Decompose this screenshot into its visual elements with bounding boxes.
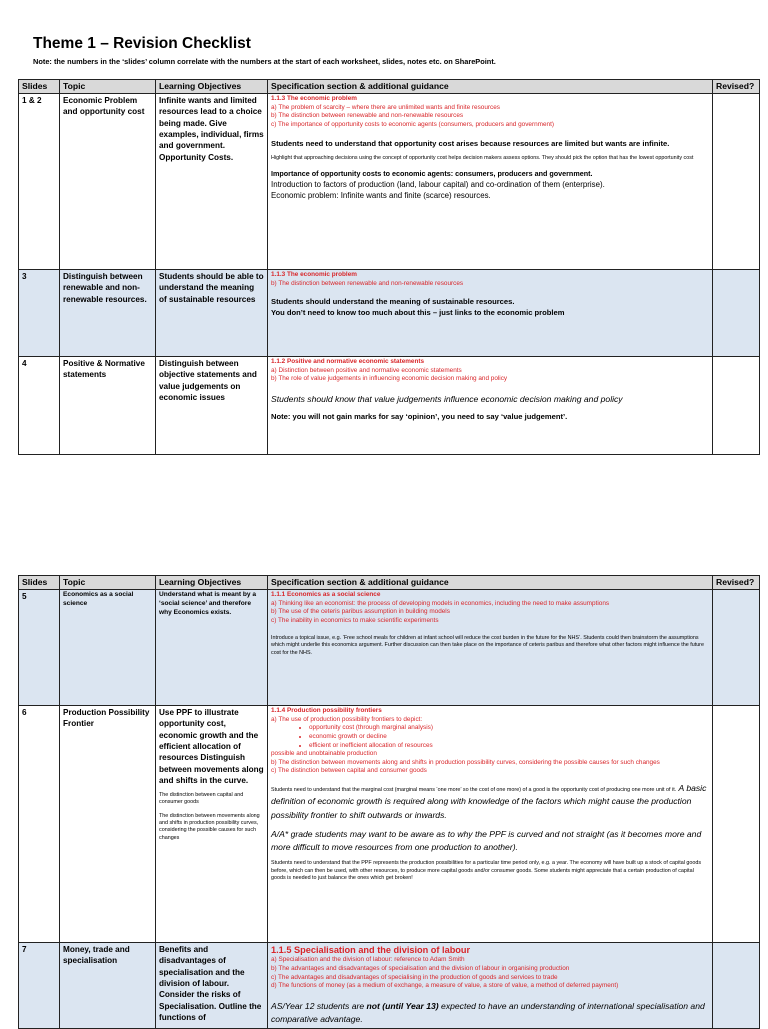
spec-point: a) The problem of scarcity – where there are unlimited wants and finite resources: [271, 103, 500, 111]
slides-cell: 5: [19, 590, 60, 706]
spec-point: a) The use of production possibility frontiers to depict:: [271, 715, 423, 723]
spec-point: b) The use of the ceteris paribus assumption in building models: [271, 608, 450, 616]
table-row: [19, 706, 760, 943]
guidance-text-part: AS/Year 12 students are: [271, 1000, 367, 1011]
table-row: [19, 357, 760, 455]
header-revised: Revised?: [713, 80, 760, 94]
objectives-cell: Distinguish between objective statements and value judgements on economic issues: [156, 357, 268, 455]
header-slides: Slides: [19, 80, 60, 94]
table-row: [19, 590, 760, 706]
objectives-cell: Understand what is meant by a ‘social science’ and therefore why Economics exists.: [156, 590, 268, 706]
spec-point: b) The distinction between renewable and non-renewable resources: [271, 112, 464, 120]
spec-point: d) The functions of money (as a medium of exchange, a measure of value, a store of value, a method of deferred payment): [271, 982, 619, 990]
table-row: [19, 94, 760, 270]
guidance-text: Note: you will not gain marks for say ‘opinion’, you need to say ‘value judgement’.: [271, 411, 568, 421]
spec-red-text: [271, 591, 709, 626]
spec-point: b) The advantages and disadvantages of specialisation and the division of labour in organising production: [271, 965, 570, 973]
spec-heading: 1.1.3 The economic problem: [271, 95, 357, 102]
revised-cell[interactable]: [713, 590, 760, 706]
revised-cell[interactable]: [713, 94, 760, 270]
spec-heading: 1.1.1 Economics as a social science: [271, 591, 381, 598]
guidance-text-part: expected to have an understanding of international specialisation and comparative advantage.: [271, 1000, 705, 1024]
guidance-small-text: Students need to understand that the PPF represents the production possibilities for a particular time period only, e.g. a year. The economy will have built up a stock of capital goods before, which can then be used, with other resources, to produce more capital goods and/or consumer goods. Some students might appreciate that a certain production of capital goods is needed to just balance the ones which get broken!: [271, 859, 702, 882]
spec-red-text: [271, 358, 709, 384]
guidance-mixed-text: [271, 782, 709, 822]
header-row: [19, 576, 760, 590]
spec-point: possible and unobtainable production: [271, 750, 377, 758]
slides-cell: 1 & 2: [19, 94, 60, 270]
header-objectives: Learning Objectives: [156, 576, 268, 590]
guidance-small-text: Students need to understand that the marginal cost (marginal means ‘one more’ so the cost of one more) of a good is the opportunity cost of producing one more unit of it.: [271, 787, 677, 794]
objectives-text: Use PPF to illustrate opportunity cost, economic growth and the efficient allocation of resources Distinguish between movements along and shifts in the curve.: [159, 708, 264, 785]
spec-cell: [268, 590, 713, 706]
header-revised: Revised?: [713, 576, 760, 590]
table-row: [19, 270, 760, 357]
spec-red-text: [271, 707, 709, 776]
page-note: Note: the numbers in the ‘slides’ column correlate with the numbers at the start of each worksheet, slides, notes etc. on SharePoint.: [33, 57, 496, 66]
spec-red-text: [271, 271, 709, 288]
spec-point: c) The importance of opportunity costs to economic agents (consumers, producers and government): [271, 120, 554, 128]
spec-point: b) The role of value judgements in influencing economic decision making and policy: [271, 375, 508, 383]
spec-cell: [268, 94, 713, 270]
header-topic: Topic: [60, 80, 156, 94]
header-spec: Specification section & additional guidance: [268, 80, 713, 94]
spec-point: a) Thinking like an economist: the process of developing models in economics, including the need to make assumptions: [271, 599, 610, 607]
spec-heading: 1.1.3 The economic problem: [271, 271, 357, 278]
spec-heading: 1.1.5 Specialisation and the division of labour: [271, 945, 471, 955]
guidance-text: Students need to understand that opportunity cost arises because resources are limited but wants are infinite.: [271, 138, 670, 148]
topic-cell: Economics as a social science: [60, 590, 156, 706]
spec-red-text: [271, 944, 709, 956]
header-topic: Topic: [60, 576, 156, 590]
topic-cell: Distinguish between renewable and non-renewable resources.: [60, 270, 156, 357]
objectives-cell: Benefits and disadvantages of specialisation and the division of labour. Consider the risks of Specialisation. Outline the functions of: [156, 943, 268, 1029]
slides-cell: 6: [19, 706, 60, 943]
guidance-italic-text: A/A* grade students may want to be aware as to why the PPF is curved and not straight (as it becomes more and more difficult to move resources from one production to another).: [271, 829, 702, 852]
list-item: • economic growth or decline: [309, 733, 709, 742]
spec-red-text: [271, 956, 709, 991]
guidance-text: You don’t need to know too much about this – just links to the economic problem: [271, 307, 565, 317]
spec-red-text: [271, 95, 709, 130]
spec-point: a) Distinction between positive and normative economic statements: [271, 366, 462, 374]
page-title: Theme 1 – Revision Checklist: [33, 35, 251, 52]
table-row: [19, 943, 760, 1029]
spec-cell: [268, 706, 713, 943]
spec-heading: 1.1.2 Positive and normative economic statements: [271, 358, 425, 365]
topic-cell: Production Possibility Frontier: [60, 706, 156, 943]
spec-cell: [268, 270, 713, 357]
header-spec: Specification section & additional guidance: [268, 576, 713, 590]
spec-heading: 1.1.4 Production possibility frontiers: [271, 707, 382, 714]
spec-point: b) The distinction between renewable and non-renewable resources: [271, 279, 464, 287]
objectives-note: The distinction between capital and consumer goods: [159, 792, 244, 806]
guidance-text: Importance of opportunity costs to economic agents: consumers, producers and government.: [271, 169, 593, 179]
spec-bullet-list: [271, 724, 709, 750]
slides-cell: 7: [19, 943, 60, 1029]
guidance-text: Economic problem: Infinite wants and finite (scarce) resources.: [271, 191, 491, 201]
guidance-small-text: Introduce a topical issue, e.g. ‘Free school meals for children at infant school will reduce the cost burden in the future for the NHS’. Students could then brainstorm the assumptions which might underlie this economics argument. Further discussion can then take place on the importance of ceteris paribus and therefore what other factors might influence the future cost for the NHS.: [271, 634, 704, 657]
objectives-cell: Students should be able to understand the meaning of sustainable resources: [156, 270, 268, 357]
header-objectives: Learning Objectives: [156, 80, 268, 94]
guidance-italic-text: A basic definition of economic growth is required along with knowledge of the factors which might cause the production possibility frontier to shift outwards or inwards.: [271, 783, 707, 820]
header-slides: Slides: [19, 576, 60, 590]
spec-cell: [268, 943, 713, 1029]
guidance-small-text: Highlight that approaching decisions using the concept of opportunity cost helps decision makers assess options. They should pick the option that has the lowest opportunity cost: [271, 155, 694, 162]
header-row: [19, 80, 760, 94]
spec-point: c) The distinction between capital and consumer goods: [271, 767, 427, 775]
list-item: • opportunity cost (through marginal analysis): [309, 724, 709, 733]
topic-cell: Positive & Normative statements: [60, 357, 156, 455]
slides-cell: 4: [19, 357, 60, 455]
spec-point: c) The inability in economics to make scientific experiments: [271, 616, 439, 624]
list-item: • efficient or inefficient allocation of resources: [309, 742, 709, 751]
spec-point: c) The advantages and disadvantages of specialising in the production of goods and services to trade: [271, 973, 558, 981]
revised-cell[interactable]: [713, 270, 760, 357]
guidance-italic-text: Students should know that value judgements influence economic decision making and policy: [271, 393, 623, 404]
revised-cell[interactable]: [713, 706, 760, 943]
guidance-text: Students should understand the meaning of sustainable resources.: [271, 297, 515, 307]
guidance-text-bold: not (until Year 13): [366, 1000, 439, 1011]
slides-cell: 3: [19, 270, 60, 357]
spec-point: b) The distinction between movements along and shifts in production possibility curves, considering the possible causes for such changes: [271, 758, 660, 766]
spec-point: a) Specialisation and the division of labour: reference to Adam Smith: [271, 956, 465, 964]
guidance-italic-text: [271, 1000, 709, 1026]
topic-cell: Economic Problem and opportunity cost: [60, 94, 156, 270]
revised-cell[interactable]: [713, 943, 760, 1029]
checklist-table-2: [18, 575, 760, 1029]
revised-cell[interactable]: [713, 357, 760, 455]
objectives-cell: [156, 706, 268, 943]
guidance-text: Introduction to factors of production (land, labour capital) and co-ordination of them (enterprise).: [271, 180, 605, 190]
objectives-cell: Infinite wants and limited resources lead to a choice being made. Give examples, individual, firms and government. Opportunity Costs.: [156, 94, 268, 270]
checklist-table-1: [18, 79, 760, 455]
objectives-note: The distinction between movements along and shifts in production possibility curves, considering the possible causes for such changes: [159, 812, 260, 841]
spec-cell: [268, 357, 713, 455]
topic-cell: Money, trade and specialisation: [60, 943, 156, 1029]
